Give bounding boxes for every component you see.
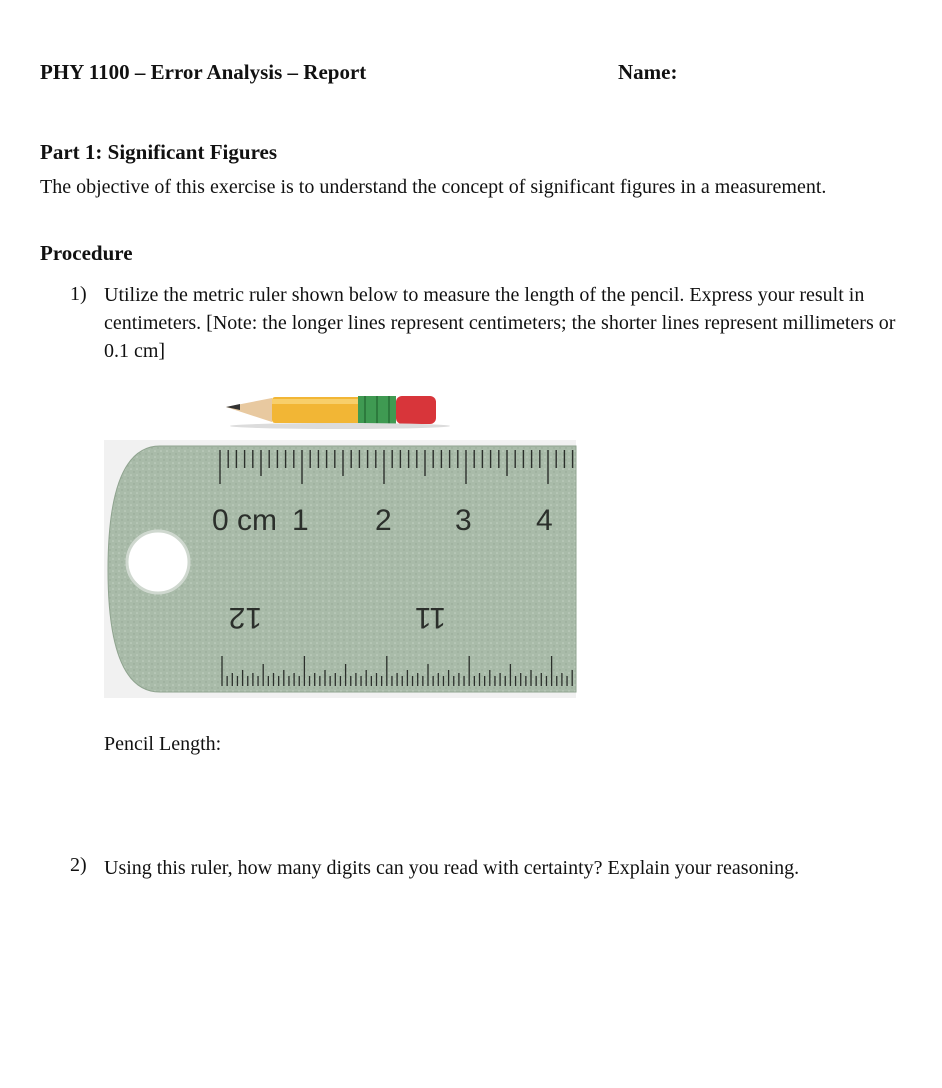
ruler-label-0cm: 0 cm [212, 504, 278, 537]
ruler-label-4: 4 [536, 504, 553, 537]
report-title: PHY 1100 – Error Analysis – Report [40, 60, 367, 84]
item-text-1: Utilize the metric ruler shown below to measure the length of the pencil. Express your result in centimeters. [Note: the longer lines represent centimeters; the shorter lines represent millimeters or 0.1 cm] [104, 284, 896, 362]
ruler-label-2: 2 [375, 504, 392, 537]
pencil [226, 396, 450, 429]
ruler-label-12: 12 [228, 601, 262, 634]
ruler-hole [127, 531, 189, 593]
ruler-label-11: 11 [414, 601, 446, 634]
procedure-heading: Procedure [40, 241, 133, 265]
ruler-label-3: 3 [455, 504, 472, 537]
pencil-ruler-figure [100, 390, 580, 700]
objective-text: The objective of this exercise is to understand the concept of significant figures in a measurement. [40, 176, 827, 198]
ruler-label-1: 1 [292, 504, 309, 537]
name-label: Name: [618, 60, 678, 84]
pencil-length-label: Pencil Length: [104, 733, 222, 755]
pencil-eraser [396, 396, 436, 424]
item-number-2: 2) [70, 854, 87, 876]
pencil-wood-tip [226, 398, 272, 422]
item-number-1: 1) [70, 283, 87, 305]
part-title: Part 1: Significant Figures [40, 140, 278, 164]
item-text-2: Using this ruler, how many digits can you read with certainty? Explain your reasoning. [104, 857, 800, 879]
